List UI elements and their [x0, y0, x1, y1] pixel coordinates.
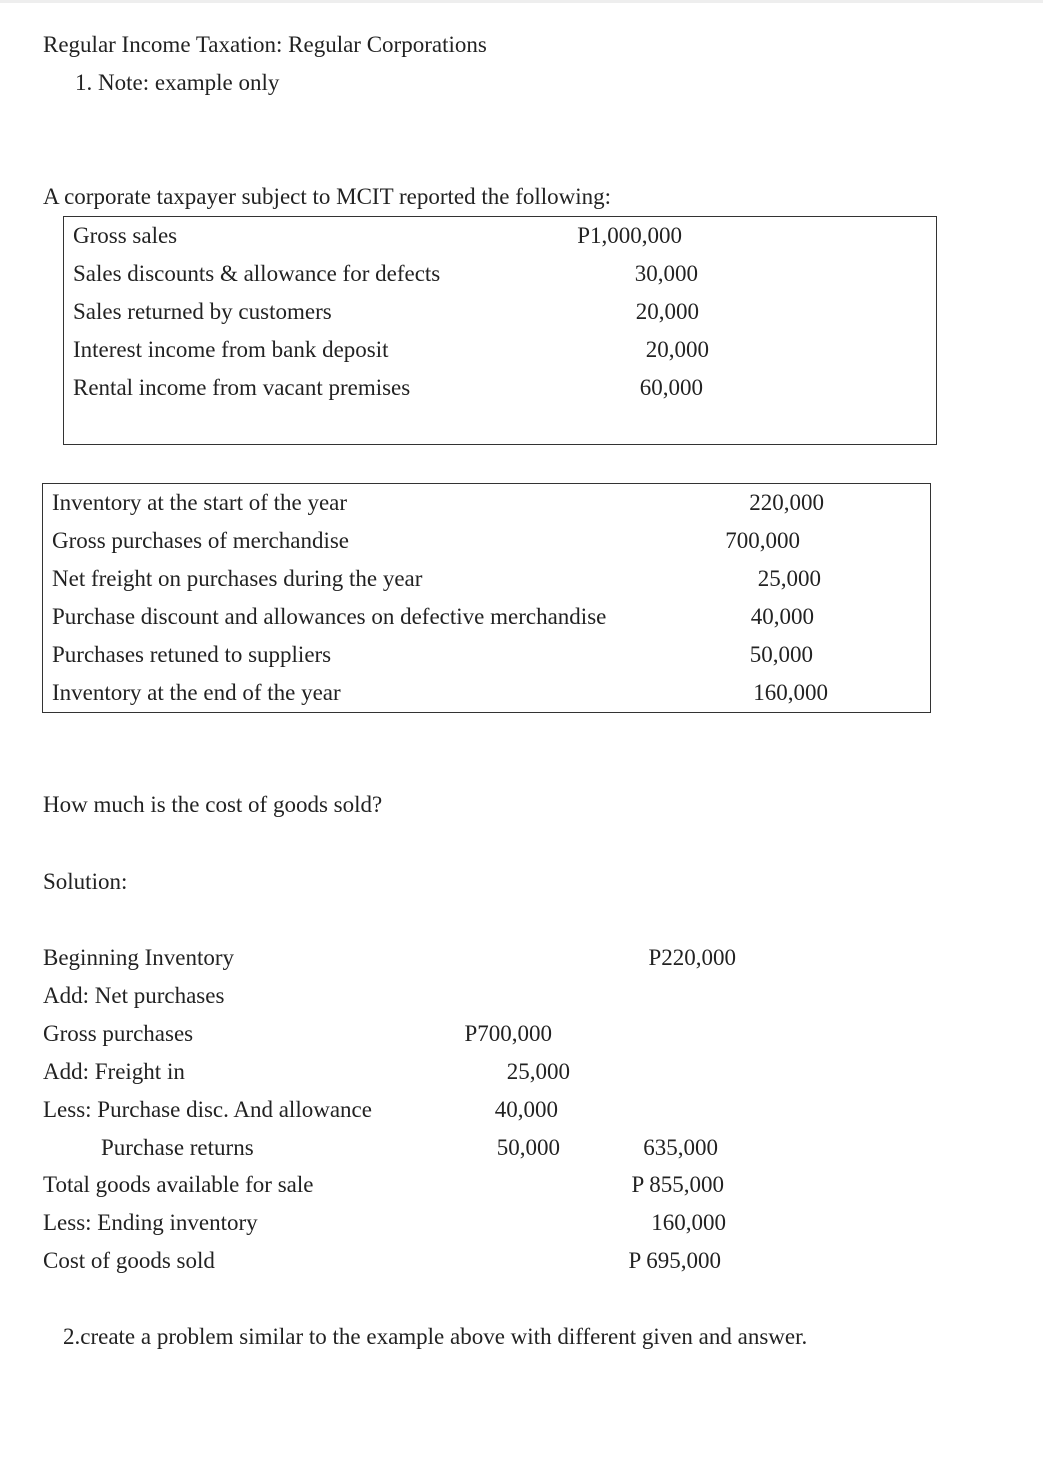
- solution-col2-value: 160,000: [651, 1210, 726, 1236]
- document-title: Regular Income Taxation: Regular Corporations: [43, 32, 487, 57]
- table1-label: Interest income from bank deposit: [73, 337, 389, 362]
- solution-col1-value: 25,000: [506, 1058, 570, 1084]
- top-divider: [0, 0, 1043, 3]
- solution-col1-value: 40,000: [494, 1096, 558, 1122]
- table1-value: 20,000: [645, 337, 709, 362]
- solution-label: Gross purchases: [43, 1020, 194, 1046]
- solution-label: Less: Ending inventory: [43, 1210, 258, 1236]
- table2-value: 25,000: [757, 566, 821, 591]
- table1-label: Sales returned by customers: [73, 299, 332, 324]
- solution-label: Cost of goods sold: [43, 1248, 215, 1274]
- table1-label: Sales discounts & allowance for defects: [73, 261, 441, 286]
- table2-label: Gross purchases of merchandise: [52, 528, 349, 553]
- note: 1. Note: example only: [75, 70, 280, 95]
- task-text: 2.create a problem similar to the example above with different given and answer.: [63, 1324, 808, 1349]
- table1-label: Rental income from vacant premises: [73, 375, 411, 400]
- table2-value: 50,000: [749, 642, 813, 667]
- solution-label: Add: Freight in: [43, 1058, 185, 1084]
- table2-label: Net freight on purchases during the year: [52, 566, 423, 591]
- solution-label: Solution:: [43, 869, 128, 894]
- solution-label: Beginning Inventory: [43, 945, 234, 970]
- intro-text: A corporate taxpayer subject to MCIT reported the following:: [43, 184, 612, 209]
- table1-value: 30,000: [634, 261, 698, 286]
- solution-label: Total goods available for sale: [43, 1172, 314, 1198]
- table2-value: 220,000: [749, 490, 824, 515]
- table1-value: 20,000: [635, 299, 699, 324]
- solution-col2-value: P220,000: [648, 945, 736, 970]
- solution-col2-value: 635,000: [643, 1134, 718, 1160]
- question: How much is the cost of goods sold?: [43, 792, 383, 817]
- solution-label: Add: Net purchases: [43, 982, 225, 1008]
- table2-label: Purchase discount and allowances on defective merchandise: [52, 604, 607, 629]
- solution-label: Purchase returns: [101, 1134, 254, 1160]
- table2-value: 40,000: [750, 604, 814, 629]
- solution-col1-value: 50,000: [496, 1134, 560, 1160]
- table2-label: Purchases retuned to suppliers: [52, 642, 332, 667]
- solution-col1-value: P700,000: [464, 1020, 552, 1046]
- table2-value: 160,000: [753, 680, 828, 705]
- table2-label: Inventory at the end of the year: [52, 680, 341, 705]
- table1-value: P1,000,000: [577, 223, 682, 248]
- table2-label: Inventory at the start of the year: [52, 490, 348, 515]
- given-table-1: [63, 216, 937, 445]
- table1-value: 60,000: [639, 375, 703, 400]
- solution-col2-value: P 695,000: [628, 1248, 721, 1274]
- table1-label: Gross sales: [73, 223, 178, 248]
- table2-value: 700,000: [725, 528, 800, 553]
- solution-label: Less: Purchase disc. And allowance: [43, 1096, 372, 1122]
- solution-col2-value: P 855,000: [631, 1172, 724, 1198]
